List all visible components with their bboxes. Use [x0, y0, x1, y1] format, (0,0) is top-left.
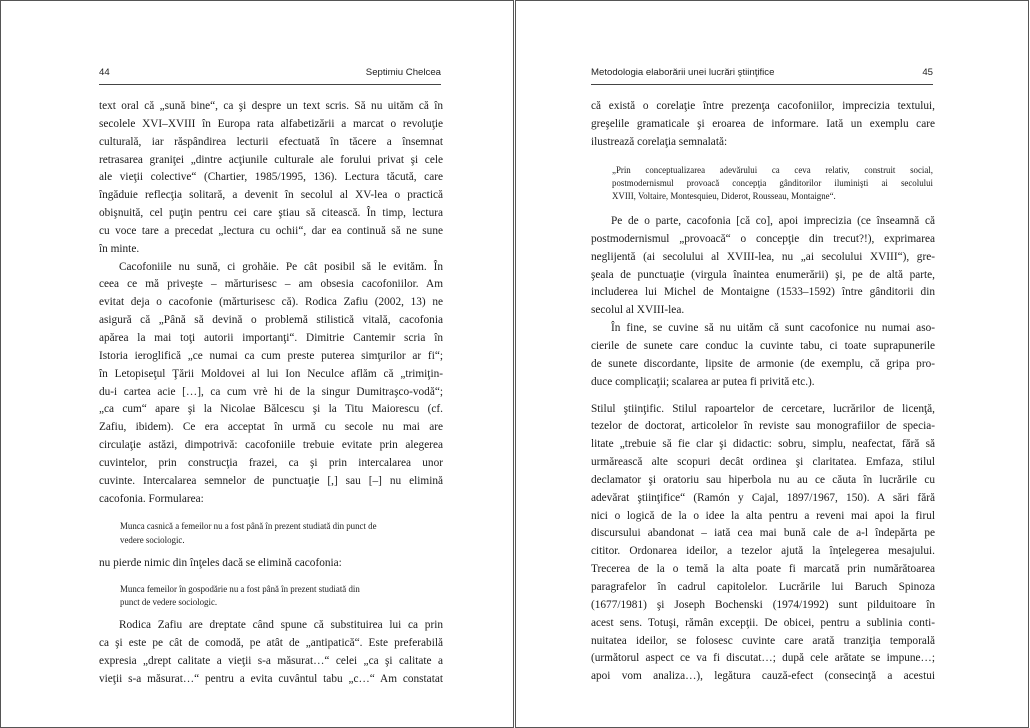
text-line: ca şi este pe cât de comodă, pe atât de „antipatică“. Este preferabilă — [99, 636, 443, 649]
quote-line: vedere sociologic. — [120, 534, 185, 545]
text-line: greşelile gramaticale şi eroarea de informare. Iată un exemplu care — [591, 117, 935, 130]
page-number: 44 — [99, 67, 110, 78]
text-line: Zafiu, ibidem). Ce era acceptat în urmă cu secole nu mai are — [99, 421, 443, 434]
quote-line: postmodernismul provoacă concepţia gânditorilor iluminişti ai secolului — [612, 177, 933, 188]
text-line: nici o logică de la o idee la alta pentru a reveni mai apoi la firul — [591, 509, 935, 522]
text-line: ilustrează corelaţia semnalată: — [591, 135, 728, 148]
text-line: culturală, iar răspândirea lecturii efectuată în tăcere a însemnat — [99, 135, 443, 148]
text-line: cu voce tare a precedat „lectura cu ochii“, dar ea continuă să ne sune — [99, 224, 443, 237]
block-quote — [120, 583, 443, 609]
left-page-body — [99, 98, 443, 688]
text-line: secolele XVI–XVIII în Europa rata alfabetizării a marcat o revoluţie — [99, 117, 443, 130]
quote-line: XVIII, Voltaire, Montesquieu, Diderot, Rousseau, Montaigne“. — [612, 190, 836, 201]
left-page-header — [99, 62, 441, 85]
text-line: neglijentă (ai secolului al XVIII-lea, nu „ai secolului XVIII“), gre- — [591, 250, 935, 263]
text-line: nu pierde nimic din înţeles dacă se elimină cacofonia: — [99, 556, 342, 569]
text-line: Cacofoniile nu sună, ci grohăie. Pe cât posibil să le evităm. În — [119, 260, 443, 273]
text-line: declamator şi oratoriu sau hiperbola nu au ce căuta în lucrările cu — [591, 473, 935, 486]
text-line: paragrafelor în cadrul capitolelor. Lucrările lui Baruch Spinoza — [591, 580, 935, 593]
text-line: cacofonia. Formularea: — [99, 492, 204, 505]
text-line: îngăduie reflecţia solitară, a devenit în secolul al XV-lea o practică — [99, 189, 443, 202]
right-page-body — [591, 98, 935, 686]
text-line: evitat deja o cacofonie (mărturisesc că). Rodica Zafiu (2002, 13) ne — [99, 296, 443, 309]
text-line: în minte. — [99, 242, 140, 255]
text-line: în Letopiseţul Ţării Moldovei al lui Ion Neculce aflăm că „trimiţin- — [99, 367, 443, 380]
text-line: Rodica Zafiu are dreptate când spune că substituirea lui ca prin — [119, 619, 443, 631]
text-line: ceea ce mă priveşte – mărturisesc – am obsesia cacofoniilor. Am — [99, 278, 443, 291]
text-line: discursului abandonat – iată cea mai bună cale de a-l îndepărta pe — [591, 527, 935, 540]
block-quote — [120, 520, 443, 546]
text-line: şeala de punctuaţie (virgula înaintea enumerării) şi, pe de altă parte, — [591, 268, 935, 281]
running-title: Metodologia elaborării unei lucrări ştiinţifice — [591, 67, 775, 78]
text-line: (următorul aspect ce va fi discutat…; după cele arătate se impune…; — [591, 652, 935, 665]
text-line: acest sens. Totuşi, rămân excepţii. De obicei, pentru a sublinia conti- — [591, 616, 935, 629]
text-line: du-i cartea acie […], ca cum vrè hi de la singur Dumitraşco-vodă“; — [99, 385, 443, 398]
text-line: de sunete discordante, lipsite de armonie (de exemplu, că gripa pro- — [591, 357, 935, 370]
text-line: (1677/1981) şi Joseph Bochenski (1974/1992) sunt pilduitoare în — [591, 598, 935, 611]
text-line: cuvinte. Intercalarea semnelor de punctuaţie [,] sau [–] nu elimină — [99, 474, 443, 487]
right-page — [515, 0, 1029, 728]
text-line: obişnuită, cel puţin pentru cei care ştiau să citească. În timp, lectura — [99, 207, 443, 220]
text-line: expresia „drept calitate a vieţii s-a măsurat…“ celei „ca şi calitate a — [99, 654, 443, 667]
text-line: Stilul ştiinţific. Stilul rapoartelor de cercetare, lucrărilor de licenţă, — [591, 402, 935, 415]
block-quote — [612, 164, 933, 204]
text-line: urmărească alte scopuri decât ordinea şi claritatea. Emfaza, stilul — [591, 456, 935, 469]
text-line: litate „trebuie să fie clar şi didactic: sobru, simplu, neafectat, fără să — [591, 438, 935, 451]
quote-line: Munca casnică a femeilor nu a fost până în prezent studiată din punct de — [120, 521, 377, 532]
text-line: duce complicaţii; scalarea ar putea fi privită etc.). — [591, 375, 815, 388]
text-line: În fine, se cuvine să nu uităm că sunt cacofonice nu numai aso- — [611, 322, 935, 335]
page-number: 45 — [922, 67, 933, 78]
left-page — [0, 0, 514, 728]
text-line: Istoria ieroglifică „ce numai ca cum preste puterea simţurilor ar fi“; — [99, 349, 443, 362]
text-line: postmodernismul „provoacă“ o concepţie din trecut?!), exprimarea — [591, 232, 935, 245]
text-line: „ca cum“ apare şi la Nicolae Bălcescu şi la Titu Maiorescu (cf. — [99, 403, 443, 416]
text-line: apoi vom analiza…), legătura cauză-efect (consecinţă a acestui — [591, 670, 935, 683]
quote-line: „Prin conceptualizarea adevărului ca ceva relativ, construit social, — [612, 164, 933, 175]
quote-line: Munca femeilor în gospodărie nu a fost până în prezent studiată din — [120, 583, 360, 594]
text-line: ale vieţii colective“ (Chartier, 1985/1995, 136). Lectura tăcută, care — [99, 171, 443, 184]
text-line: Pe de o parte, cacofonia [că co], apoi imprecizia (ce înseamnă că — [611, 215, 935, 228]
text-line: cierile de sunete care conduc la cuvinte tabu, ci toate suprapunerile — [591, 340, 935, 352]
text-line: Trecerea de la o temă la alta poate fi marcată prin numărătoarea — [591, 563, 935, 576]
text-line: text oral că „sună bine“, ca şi despre un text scris. Să nu uităm că în — [99, 100, 443, 112]
text-line: asigură că „Până să devină o problemă stilistică vitală, cacofonia — [99, 314, 443, 327]
text-line: includerea lui Michel de Montaigne (1533–1592) între gânditorii din — [591, 286, 935, 299]
text-line: că există o corelaţie între prezenţa cacofoniilor, imprecizia textului, — [591, 100, 935, 112]
text-line: cititor. Ordonarea ideilor, a tezelor ajută la înţelegerea mesajului. — [591, 545, 935, 558]
right-page-header — [591, 62, 933, 85]
text-line: cuvintelor, prin construcţia frazei, ca şi prin intercalarea unor — [99, 456, 443, 469]
paragraph-space — [591, 392, 935, 401]
text-line: retrasarea graniţei „dintre acţiunile culturale ale forului privat şi cele — [99, 153, 443, 166]
text-line: circulaţie astăzi, dimpotrivă: cacofoniile trebuie evitate prin alegerea — [99, 439, 443, 452]
text-line: secolul al XVIII-lea. — [591, 304, 685, 317]
text-line: vieţii s-a măsurat…“ pentru a evita cuvântul tabu „c…“ Am constatat — [99, 672, 443, 685]
text-line: nuitatea ideilor, se folosesc cuvinte care arată tranziţia temporală — [591, 634, 935, 647]
text-line: tezelor de doctorat, articolelor în reviste sau monografiilor de specia- — [591, 420, 935, 433]
text-line: apărea la mai toţi autorii importanţi“. Dimitrie Cantemir scria în — [99, 331, 443, 344]
quote-line: punct de vedere sociologic. — [120, 596, 218, 607]
text-line: adevărat ştiinţifice“ (Ramón y Cajal, 1897/1967, 150). A sări fără — [591, 491, 935, 504]
running-title: Septimiu Chelcea — [365, 67, 441, 78]
